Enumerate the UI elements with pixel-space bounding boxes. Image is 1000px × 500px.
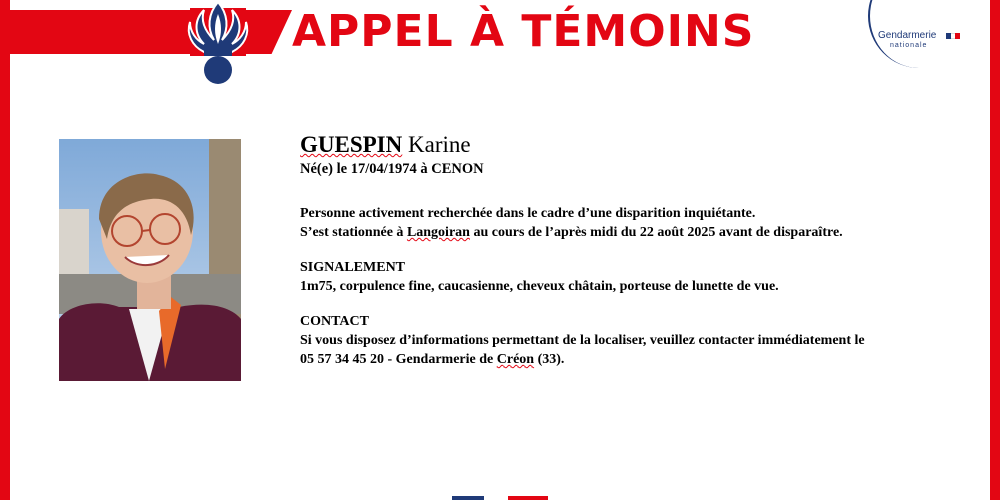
logo-flag-icon (946, 33, 960, 39)
contact-phone: 05 57 34 45 20 - Gendarmerie de (300, 352, 497, 367)
contact-heading: CONTACT (300, 314, 369, 329)
person-surname: GUESPIN (300, 132, 403, 157)
gendarmerie-logo (868, 0, 968, 70)
bottom-flag-icon (452, 496, 548, 500)
place-creon: Créon (496, 352, 535, 367)
flame-grenade-icon (180, 0, 256, 86)
contact-line-2 (300, 350, 960, 369)
logo-subtitle: nationale (890, 42, 928, 49)
contact-line-1: Si vous disposez d’informations permettant de la localiser, veuillez contacter immédiatement le (300, 333, 865, 348)
description-line-1: Personne activement recherchée dans le cadre d’une disparition inquiétante. (300, 206, 756, 221)
contact-line-2-end: (33). (534, 352, 565, 367)
description-line-2 (300, 223, 960, 242)
signalement-text: 1m75, corpulence fine, caucasienne, cheveux châtain, porteuse de lunette de vue. (300, 279, 779, 294)
person-photo (59, 139, 241, 381)
description-line-2-end: au cours de l’après midi du 22 août 2025 avant de disparaître. (469, 225, 843, 240)
person-name (300, 132, 960, 158)
notice-content (300, 132, 960, 369)
description-line-2-start: S’est stationnée à (300, 225, 407, 240)
signalement-heading: SIGNALEMENT (300, 260, 406, 275)
person-birth: Né(e) le 17/04/1974 à CENON (300, 161, 484, 177)
person-firstname: Karine (408, 132, 471, 157)
logo-brand: Gendarmerie (878, 30, 937, 41)
poster-title: APPEL À TÉMOINS (292, 6, 755, 57)
place-langoiran: Langoiran (406, 225, 470, 240)
